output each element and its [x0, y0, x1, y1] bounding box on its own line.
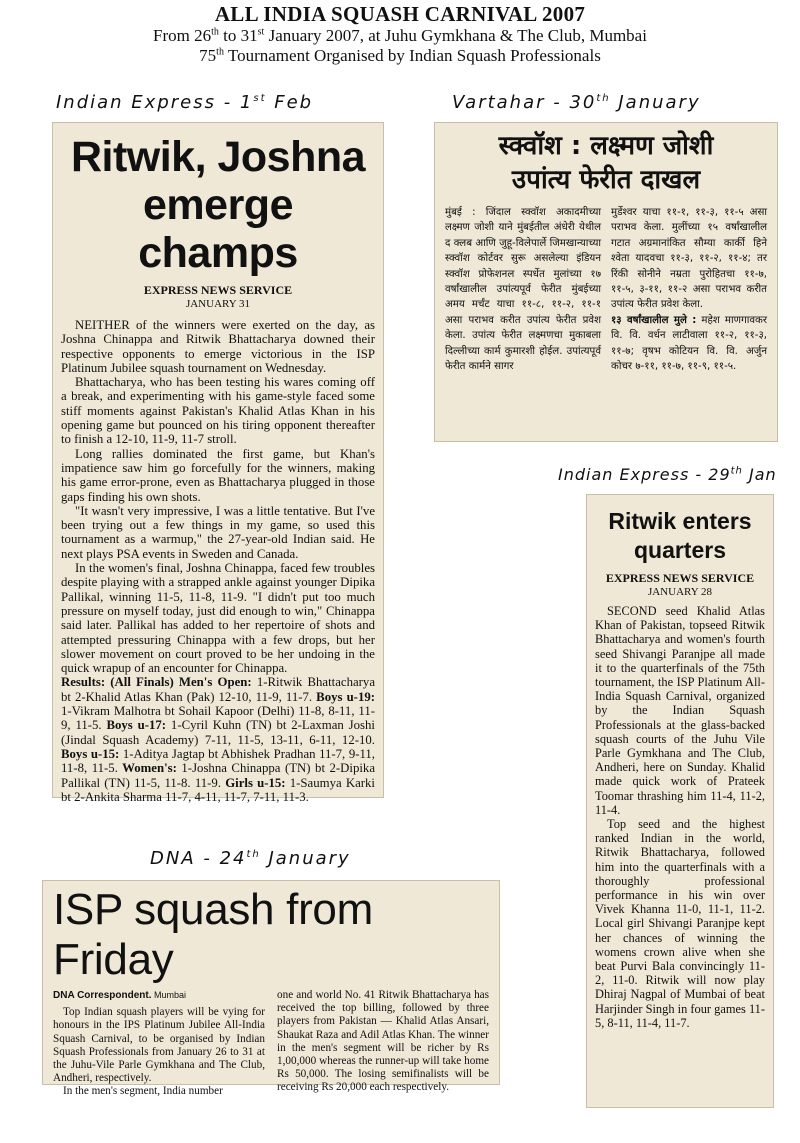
handwritten-note-indian-express-feb: Indian Express - 1st Feb [56, 92, 314, 113]
byline: EXPRESS NEWS SERVICE [605, 571, 755, 585]
handwritten-note-dna: DNA - 24th January [150, 848, 351, 869]
article-column: DNA Correspondent. Mumbai Top Indian squash players will be vying for honours in the IPS Platinum Jubilee All-India Squash Carnival, to be organised by Indian Squash Professionals from January 26 to 31 at the Juhu-Vile Parle Gymkhana and The Club, Andheri, respectively. In the men's segment, India number [53, 990, 265, 1098]
paragraph: Top seed and the highest ranked Indian in the world, Ritwik Bhattacharya, followed him into the quarterfinals with a thoroughly professional performance in his win over Vivek Khanna 11-0, 11-1, 11-2. Local girl Shivangi Paranjpe kept her chances of winning the womens crown alive when she beat Purvi Bala convincingly 11-2, 11-0. Ritwik will now play Dhiraj Nagpal of Mumbai of beat Harjinder Singh in four games 11-5, 8-11, 11-4, 11-7. [595, 817, 765, 1030]
clipping-ritwik-joshna-champs [52, 122, 384, 804]
article-body [53, 989, 489, 1099]
article-column: one and world No. 41 Ritwik Bhattacharya has received the top billing, followed by three players from Pakistan — Khalid Atlas Ansari, Shaukat Raza and Adil Atlas Khan. The winner in the men's segment will be richer by Rs 1,00,000 whereas the runner-up will take home Rs 50,000. The losing semifinalists will be receiving Rs 20,000 each respectively. [277, 989, 489, 1094]
byline: EXPRESS NEWS SERVICE [143, 283, 293, 297]
correspondent: DNA Correspondent. Mumbai [53, 990, 187, 1001]
dateline: JANUARY 28 [647, 586, 713, 598]
clipping-vartahar-marathi [434, 122, 778, 442]
article-column: मुंबई : जिंदाल स्क्वॉश अकादमीच्या लक्ष्मण जोशी याने मुंबईतील अंधेरी येथील द क्लब आणि जुहू-विलेपार्ले जिमखान्याच्या स्क्वॉश कोर्टवर सुरू असलेल्या इंडियन स्क्वॉश प्रोफेशनल स्पर्धेत मुलांच्या १७ वर्षांखालील उपांत्यपूर्व फेरीत मुंबईच्या अमय मर्चंट याचा ११-८, ११-२, ११-१ असा पराभव करीत उपांत्य फेरीत प्रवेश केला. उपांत्य फेरीत लक्ष्मणचा मुकाबला दिल्लीच्या कार्म कुमारशी होईल. उपांत्यपूर्व फेरीत कार्मने सागर [445, 207, 601, 373]
clipping-headline: स्क्वॉश : लक्ष्मण जोशी उपांत्य फेरीत दाखल [498, 131, 714, 195]
event-dates: From 26th to 31st January 2007, at Juhu Gymkhana & The Club, Mumbai [153, 26, 647, 45]
page-title: ALL INDIA SQUASH CARNIVAL 2007 [214, 2, 586, 26]
clipping-headline: Ritwik, Joshna emerge champs [70, 133, 366, 277]
paragraph: "It wasn't very impressive, I was a little tentative. But I've been trying out a few things in my game, so used this tournament as a warmup," the 27-year-old Indian said. He next plays PSA events in Sweden and Canada. [61, 503, 375, 561]
handwritten-note-vartahar: Vartahar - 30th January [452, 92, 701, 113]
paragraph: Long rallies dominated the first game, but Khan's impatience saw him go forcefully for the winners, making his game error-prone, even as Bhattacharya plugged in those gaps finding his own shots. [61, 446, 375, 504]
article-body [61, 318, 375, 804]
handwritten-note-indian-express-jan: Indian Express - 29th Jan [558, 465, 777, 484]
clipping-headline: Ritwik enters quarters [608, 508, 752, 563]
article-column: मुर्डेश्वर याचा ११-१, ११-३, ११-५ असा पराभव केला. मुलींच्या १५ वर्षांखालील गटात अग्रमानांकित सौम्या कार्की हिने श्वेता यादवचा ११-३, ११-२, ११-४; तर रिंकी सोनीने नम्रता पुरोहितचा ११-७, ११-५, ३-११, ११-२ असा पराभव करीत उपांत्य फेरीत प्रवेश केला. १३ वर्षांखालील मुले : महेश माणगावकर वि. वि. वर्धन लाटीवाला ११-२, ११-३, ११-७; वृषभ कोटियन वि. वि. अर्जुन कोचर ७-११, ११-७, ११-९, ११-५. [611, 207, 767, 373]
clipping-isp-squash-from-friday [42, 880, 500, 1098]
paragraph: Bhattacharya, who has been testing his wares coming off a break, and experimenting with his game-style faced some stiff moments against Pakistan's Khalid Atlas Khan in his opening game but pounced on his tiring opponent thereafter to finish a 12-10, 11-9, 11-7 stroll. [61, 375, 375, 447]
paragraph: In the women's final, Joshna Chinappa, faced few troubles despite playing with a strapped ankle against younger Dipika Pallikal, winning 11-5, 11-8, 11-9. "I didn't put too much pressure on myself today, just did enough to win," Chinappa said later. Pallikal has added to her repertoire of shots and attempted pressuring Chinappa with a few drops, but her slower movement on court proved to be her undoing in the quick wrapup of an encounter for Chinappa. [61, 561, 375, 676]
event-organiser: 75th Tournament Organised by Indian Squash Professionals [199, 46, 601, 65]
article-body [595, 604, 765, 1030]
article-body [445, 205, 767, 374]
paragraph: NEITHER of the winners were exerted on the day, as Joshna Chinappa and Ritwik Bhattacharya downed their respective opponents to emerge victorious in the ISP Platinum Jubilee squash tournament on Wednesday. [61, 318, 375, 375]
clipping-ritwik-enters-quarters [586, 494, 774, 1108]
page-header [0, 2, 800, 66]
results-paragraph: Results: (All Finals) Men's Open: 1-Ritwik Bhattacharya bt 2-Khalid Atlas Khan (Pak) 12-10, 11-9, 11-7. Boys u-19: 1-Vikram Malhotra bt Sohail Kapoor (Delhi) 11-8, 8-11, 11-9, 11-5. Boys u-17: 1-Cyril Kuhn (TN) bt 2-Laxman Joshi (Jindal Squash Academy) 7-11, 11-5, 13-11, 6-11, 12-10. Boys u-15: 1-Aditya Jagtap bt Abhishek Pradhan 11-7, 9-11, 11-8, 11-5. Women's: 1-Joshna Chinappa (TN) bt 2-Dipika Pallikal (TN) 11-5, 11-8. 11-9. Girls u-15: 1-Saumya Karki bt 2-Ankita Sharma 11-7, 4-11, 11-7, 7-11, 11-3. [61, 675, 376, 804]
dateline: JANUARY 31 [185, 298, 251, 310]
clipping-headline: ISP squash from Friday [53, 885, 373, 984]
paragraph: SECOND seed Khalid Atlas Khan of Pakistan, topseed Ritwik Bhattacharya and women's fourth seed Shivangi Paranjpe all made it to the quarterfinals of the 75th tournament, the ISP Platinum All-India Squash Carnival, organized by the Indian Squash Professionals at the glass-backed squash courts of the Juhu Vile Parle Gymkhana and The Club, Andheri, here on Sunday. Khalid made quick work of Prateek Toomar thrashing him 11-4, 11-2, 11-4. [595, 604, 765, 817]
